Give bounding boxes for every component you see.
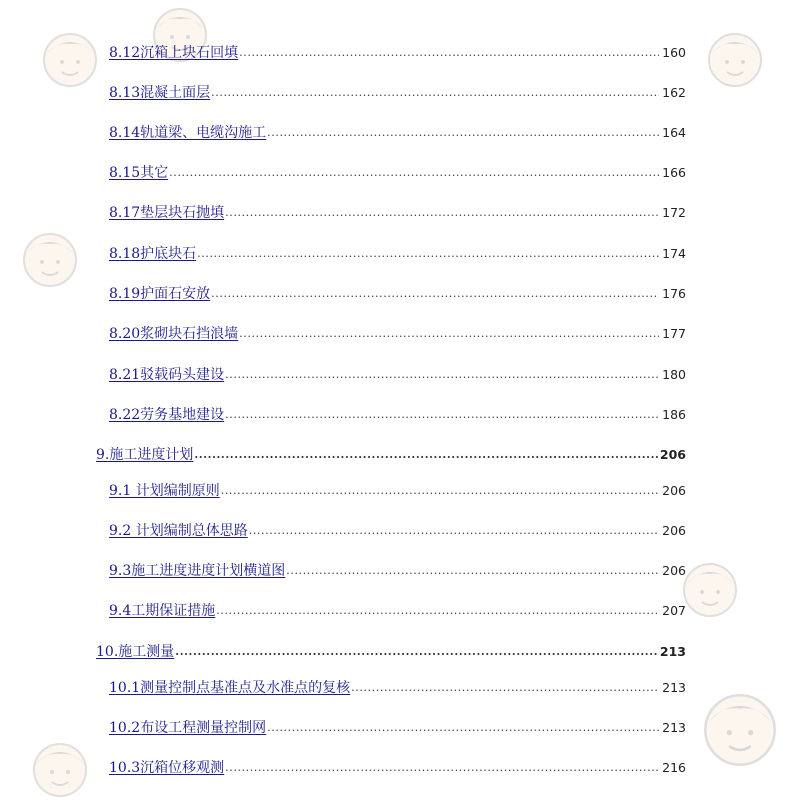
- toc-entry-title[interactable]: 9.2 计划编制总体思路: [109, 523, 248, 539]
- dot-leader: [197, 244, 659, 263]
- toc-entry-title[interactable]: 10.2布设工程测量控制网: [109, 720, 267, 736]
- dot-leader: [169, 163, 659, 182]
- toc-entry-title[interactable]: 8.17垫层块石抛填: [109, 205, 225, 221]
- dot-leader: [239, 324, 659, 343]
- toc-entry-title[interactable]: 8.20浆砌块石挡浪墙: [109, 326, 239, 342]
- toc-entry-title[interactable]: 8.12沉箱上块石回填: [109, 45, 239, 61]
- dot-leader: [225, 365, 659, 384]
- toc-entry-title[interactable]: 9.3施工进度进度计划横道图: [109, 563, 286, 579]
- dot-leader: [194, 445, 659, 464]
- toc-entry[interactable]: [109, 482, 686, 500]
- toc-entry-title[interactable]: 8.21驳载码头建设: [109, 367, 225, 383]
- toc-page-number: 180: [662, 367, 686, 382]
- toc-page-number: 186: [662, 407, 686, 422]
- toc-page-number: 174: [662, 246, 686, 261]
- toc-page-number: 177: [662, 326, 686, 341]
- toc-page-number: 213: [662, 680, 686, 695]
- dot-leader: [211, 284, 659, 303]
- dot-leader: [225, 203, 659, 222]
- toc-entry-title[interactable]: 8.18护底块石: [109, 246, 197, 262]
- toc-page-number: 213: [659, 644, 686, 659]
- toc-page-number: 176: [662, 286, 686, 301]
- toc-entry[interactable]: [109, 406, 686, 424]
- dot-leader: [239, 43, 659, 62]
- toc-entry[interactable]: [96, 643, 686, 661]
- toc-page-number: 207: [662, 603, 686, 618]
- dot-leader: [286, 561, 659, 580]
- toc-entry[interactable]: [109, 245, 686, 263]
- toc-entry[interactable]: [109, 366, 686, 384]
- dot-leader: [221, 481, 659, 500]
- toc-entry-title[interactable]: 8.15其它: [109, 165, 169, 181]
- toc-entry-title[interactable]: 8.22劳务基地建设: [109, 407, 225, 423]
- toc-entry[interactable]: [109, 164, 686, 182]
- toc-entry[interactable]: [109, 679, 686, 697]
- toc-entry-title[interactable]: 9.4工期保证措施: [109, 603, 216, 619]
- toc-page-number: 166: [662, 165, 686, 180]
- toc-entry[interactable]: [109, 325, 686, 343]
- dot-leader: [267, 718, 659, 737]
- toc-page-number: 206: [659, 447, 686, 462]
- toc-page-number: 206: [662, 563, 686, 578]
- toc-entry-title[interactable]: 9.施工进度计划: [96, 447, 194, 463]
- toc-entry[interactable]: [109, 602, 686, 620]
- toc-entry-title[interactable]: 10.3沉箱位移观测: [109, 760, 225, 776]
- toc-entry[interactable]: [109, 285, 686, 303]
- toc-entry-title[interactable]: 8.19护面石安放: [109, 286, 211, 302]
- toc-page-number: 172: [662, 205, 686, 220]
- toc-entry-title[interactable]: 10.1测量控制点基准点及水准点的复核: [109, 680, 351, 696]
- toc-page-number: 213: [662, 720, 686, 735]
- toc-page-number: 216: [662, 760, 686, 775]
- toc-entry-title[interactable]: 8.13混凝土面层: [109, 85, 211, 101]
- toc-entry[interactable]: [109, 84, 686, 102]
- toc-page-number: 160: [662, 45, 686, 60]
- toc-entry[interactable]: [109, 44, 686, 62]
- toc-entry-title[interactable]: 9.1 计划编制原则: [109, 483, 220, 499]
- toc-entry[interactable]: [109, 759, 686, 777]
- dot-leader: [249, 521, 659, 540]
- toc-page-number: 164: [662, 125, 686, 140]
- toc-entry[interactable]: [96, 446, 686, 464]
- toc-entry[interactable]: [109, 562, 686, 580]
- dot-leader: [216, 601, 659, 620]
- toc-page-number: 206: [662, 483, 686, 498]
- toc-entry-title[interactable]: 8.14轨道梁、电缆沟施工: [109, 125, 267, 141]
- dot-leader: [225, 405, 659, 424]
- dot-leader: [175, 642, 659, 661]
- toc-entry[interactable]: [109, 124, 686, 142]
- toc-entry[interactable]: [109, 522, 686, 540]
- dot-leader: [211, 83, 659, 102]
- dot-leader: [267, 123, 659, 142]
- dot-leader: [225, 758, 659, 777]
- toc-entry-title[interactable]: 10.施工测量: [96, 644, 175, 660]
- toc-entry[interactable]: [109, 719, 686, 737]
- toc-page-number: 206: [662, 523, 686, 538]
- toc-page-number: 162: [662, 85, 686, 100]
- toc-entry[interactable]: [109, 204, 686, 222]
- dot-leader: [351, 678, 659, 697]
